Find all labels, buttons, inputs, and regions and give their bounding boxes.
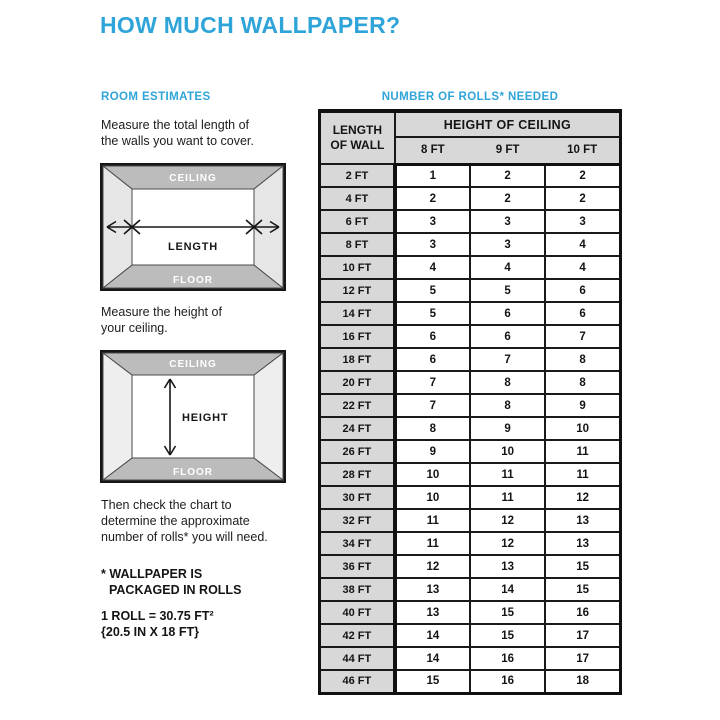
wall-length-cell: 36 FT	[320, 555, 395, 578]
wall-length-cell: 34 FT	[320, 532, 395, 555]
rolls-value-cell: 16	[470, 647, 545, 670]
room-length-diagram	[100, 163, 286, 291]
rolls-value-cell: 17	[545, 647, 620, 670]
rolls-value-cell: 10	[395, 486, 470, 509]
step1-line2: the walls you want to cover.	[101, 134, 254, 148]
table-row	[320, 486, 621, 509]
rolls-value-cell: 15	[470, 624, 545, 647]
rolls-value-cell: 12	[545, 486, 620, 509]
wall-length-cell: 12 FT	[320, 279, 395, 302]
right-wall	[254, 353, 283, 480]
wall-length-cell: 2 FT	[320, 164, 395, 187]
rolls-value-cell: 1	[395, 164, 470, 187]
wall-length-cell: 38 FT	[320, 578, 395, 601]
rolls-value-cell: 2	[470, 164, 545, 187]
rolls-value-cell: 10	[545, 417, 620, 440]
rolls-value-cell: 17	[545, 624, 620, 647]
footnote-line1: * WALLPAPER IS	[101, 567, 203, 581]
room-estimates-heading: ROOM ESTIMATES	[101, 91, 211, 103]
left-wall	[103, 353, 132, 480]
ceiling-label: CEILING	[169, 359, 217, 370]
rolls-value-cell: 4	[545, 256, 620, 279]
table-row	[320, 164, 621, 187]
rolls-value-cell: 2	[470, 187, 545, 210]
table-row	[320, 624, 621, 647]
rolls-value-cell: 12	[395, 555, 470, 578]
rolls-needed-table	[318, 109, 622, 695]
wall-length-cell: 26 FT	[320, 440, 395, 463]
step1-instruction	[101, 117, 254, 149]
rolls-value-cell: 7	[395, 371, 470, 394]
roll-spec-line1: 1 ROLL = 30.75 FT²	[101, 609, 214, 623]
rolls-value-cell: 8	[470, 371, 545, 394]
wall-length-cell: 14 FT	[320, 302, 395, 325]
table-row	[320, 302, 621, 325]
table-row	[320, 601, 621, 624]
wall-length-cell: 30 FT	[320, 486, 395, 509]
rolls-value-cell: 2	[545, 187, 620, 210]
wallpaper-rolls-footnote	[101, 566, 241, 598]
wall-length-cell: 40 FT	[320, 601, 395, 624]
step3-instruction	[101, 497, 268, 545]
rolls-value-cell: 6	[395, 325, 470, 348]
rolls-value-cell: 15	[470, 601, 545, 624]
table-row	[320, 463, 621, 486]
rolls-value-cell: 8	[470, 394, 545, 417]
table-row	[320, 670, 621, 693]
rolls-value-cell: 7	[545, 325, 620, 348]
wall-length-cell: 6 FT	[320, 210, 395, 233]
step2-line1: Measure the height of	[101, 305, 222, 319]
wall-length-cell: 18 FT	[320, 348, 395, 371]
rolls-value-cell: 11	[545, 440, 620, 463]
rolls-value-cell: 14	[395, 647, 470, 670]
step3-line3: number of rolls* you will need.	[101, 530, 268, 544]
rolls-value-cell: 15	[395, 670, 470, 693]
table-row	[320, 417, 621, 440]
rolls-table-body	[320, 164, 621, 693]
rolls-value-cell: 3	[545, 210, 620, 233]
rolls-value-cell: 10	[395, 463, 470, 486]
step3-line2: determine the approximate	[101, 514, 250, 528]
table-row	[320, 555, 621, 578]
rolls-value-cell: 6	[545, 279, 620, 302]
table-row	[320, 440, 621, 463]
step3-line1: Then check the chart to	[101, 498, 232, 512]
rolls-value-cell: 10	[470, 440, 545, 463]
rolls-value-cell: 3	[470, 233, 545, 256]
room-height-diagram	[100, 350, 286, 483]
table-row	[320, 187, 621, 210]
rolls-value-cell: 11	[545, 463, 620, 486]
rolls-value-cell: 3	[395, 233, 470, 256]
corner-header-line1: LENGTH	[332, 123, 383, 137]
rolls-value-cell: 12	[470, 532, 545, 555]
rolls-value-cell: 4	[395, 256, 470, 279]
rolls-value-cell: 15	[545, 578, 620, 601]
rolls-value-cell: 15	[545, 555, 620, 578]
rolls-value-cell: 4	[470, 256, 545, 279]
rolls-value-cell: 2	[545, 164, 620, 187]
rolls-value-cell: 14	[395, 624, 470, 647]
wall-length-cell: 20 FT	[320, 371, 395, 394]
wall-length-cell: 28 FT	[320, 463, 395, 486]
rolls-value-cell: 13	[395, 578, 470, 601]
table-row	[320, 210, 621, 233]
table-row	[320, 647, 621, 670]
rolls-value-cell: 9	[545, 394, 620, 417]
wall-length-cell: 32 FT	[320, 509, 395, 532]
corner-header-line2: OF WALL	[330, 138, 385, 152]
step2-instruction	[101, 304, 222, 336]
rolls-needed-heading: NUMBER OF ROLLS* NEEDED	[381, 91, 559, 103]
roll-spec-line2: {20.5 IN X 18 FT}	[101, 625, 199, 639]
rolls-value-cell: 11	[395, 532, 470, 555]
height-of-ceiling-header: HEIGHT OF CEILING	[395, 111, 621, 137]
page-title: HOW MUCH WALLPAPER?	[100, 12, 401, 38]
rolls-value-cell: 3	[470, 210, 545, 233]
footnote-line2: PACKAGED IN ROLLS	[109, 583, 242, 597]
rolls-value-cell: 13	[545, 509, 620, 532]
table-row	[320, 578, 621, 601]
wall-length-cell: 44 FT	[320, 647, 395, 670]
rolls-value-cell: 2	[395, 187, 470, 210]
table-row	[320, 509, 621, 532]
wall-length-cell: 24 FT	[320, 417, 395, 440]
rolls-value-cell: 11	[395, 509, 470, 532]
rolls-value-cell: 8	[545, 348, 620, 371]
table-row	[320, 325, 621, 348]
table-row	[320, 233, 621, 256]
rolls-value-cell: 11	[470, 463, 545, 486]
rolls-value-cell: 9	[470, 417, 545, 440]
step2-line2: your ceiling.	[101, 321, 168, 335]
table-row	[320, 371, 621, 394]
rolls-value-cell: 8	[395, 417, 470, 440]
height-dimension-label: HEIGHT	[182, 412, 229, 424]
rolls-value-cell: 5	[395, 279, 470, 302]
rolls-value-cell: 6	[545, 302, 620, 325]
rolls-value-cell: 9	[395, 440, 470, 463]
rolls-value-cell: 13	[395, 601, 470, 624]
wall-length-cell: 16 FT	[320, 325, 395, 348]
wall-length-cell: 8 FT	[320, 233, 395, 256]
rolls-value-cell: 12	[470, 509, 545, 532]
length-dimension-label: LENGTH	[167, 241, 219, 253]
col-header-9ft: 9 FT	[470, 137, 545, 164]
ceiling-label: CEILING	[169, 173, 217, 184]
table-row	[320, 256, 621, 279]
roll-size-spec	[101, 608, 214, 640]
rolls-value-cell: 14	[470, 578, 545, 601]
col-header-8ft: 8 FT	[395, 137, 470, 164]
wall-length-cell: 4 FT	[320, 187, 395, 210]
wall-length-cell: 42 FT	[320, 624, 395, 647]
rolls-value-cell: 16	[470, 670, 545, 693]
table-row	[320, 394, 621, 417]
rolls-value-cell: 13	[470, 555, 545, 578]
rolls-value-cell: 5	[395, 302, 470, 325]
rolls-value-cell: 7	[470, 348, 545, 371]
rolls-value-cell: 4	[545, 233, 620, 256]
table-row	[320, 348, 621, 371]
wall-length-cell: 10 FT	[320, 256, 395, 279]
length-of-wall-header	[320, 111, 395, 164]
rolls-value-cell: 13	[545, 532, 620, 555]
rolls-value-cell: 3	[395, 210, 470, 233]
floor-label: FLOOR	[173, 275, 213, 286]
step1-line1: Measure the total length of	[101, 118, 250, 132]
rolls-value-cell: 5	[470, 279, 545, 302]
rolls-value-cell: 16	[545, 601, 620, 624]
wall-length-cell: 46 FT	[320, 670, 395, 693]
rolls-value-cell: 7	[395, 394, 470, 417]
table-row	[320, 532, 621, 555]
col-header-10ft: 10 FT	[545, 137, 620, 164]
rolls-value-cell: 6	[470, 325, 545, 348]
floor-label: FLOOR	[173, 467, 213, 478]
table-header-row-1	[320, 111, 621, 137]
rolls-value-cell: 11	[470, 486, 545, 509]
wall-length-cell: 22 FT	[320, 394, 395, 417]
table-row	[320, 279, 621, 302]
rolls-value-cell: 18	[545, 670, 620, 693]
rolls-value-cell: 6	[395, 348, 470, 371]
rolls-value-cell: 6	[470, 302, 545, 325]
rolls-value-cell: 8	[545, 371, 620, 394]
